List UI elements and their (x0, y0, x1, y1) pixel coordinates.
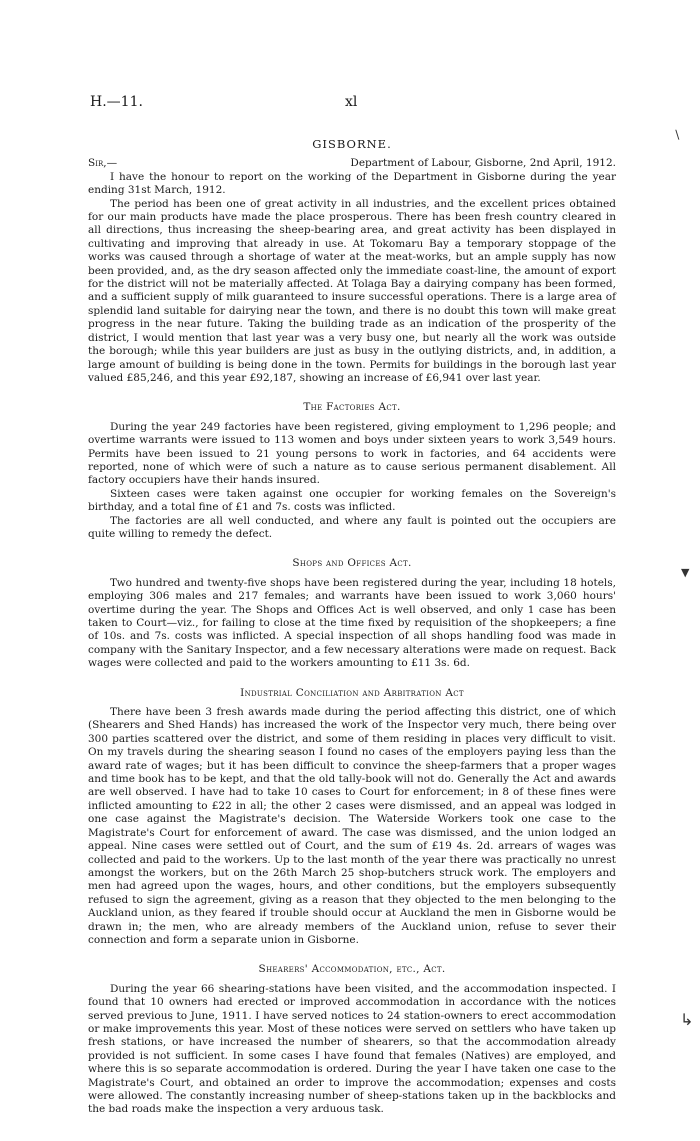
dateline: Department of Labour, Gisborne, 2nd April, 1912. (350, 157, 616, 170)
section-shearers-accommodation-act (88, 963, 616, 1116)
margin-mark-bottom: ↳ (680, 1010, 694, 1029)
letter-opening (88, 157, 616, 170)
section-arbitration-act (88, 687, 616, 948)
margin-mark-top: ∖ (673, 128, 681, 142)
section-paragraph: During the year 66 shearing-stations have been visited, and the accommodation inspected. I found that 10 owners had erected or improved accommodation in accordance with the notices served previous to June, 1911. I have served notices to 24 station-owners to erect accommodation or make improvements this year. Most of these notices were served on settlers who have taken up fresh stations, or have increased the number of shearers, so that the accommodation already provided is not sufficient. In some cases I have found that females (Natives) are employed, and where this is so separate accommodation is ordered. During the year I have taken one case to the Magistrate's Court, and obtained an order to improve the accommodation; expenses and costs were allowed. The constantly increasing number of sheep-stations taken up in the backblocks and the bad roads make the inspection a very arduous task. (88, 982, 616, 1116)
section-heading: Shearers' Accommodation, etc., Act. (258, 963, 446, 976)
prosperity-paragraph: The period has been one of great activity in all industries, and the excellent prices obtained for our main products have made the place prosperous. There has been fresh country cleared in all directions, thus increasing the sheep-bearing area, and great activity has been displayed in cultivating and improving that already in use. At Tokomaru Bay a temporary stoppage of the works was caused through a shortage of water at the meat-works, but an ample supply has now been provided, and, as the dry season affected only the immediate coast-line, the amount of export for the district will not be materially affected. At Tolaga Bay a dairying company has been formed, and a sufficient supply of milk guaranteed to insure successful operations. There is a large area of splendid land suitable for dairying near the town, and there is no doubt this town will make great progress in the near future. Taking the building trade as an indication of the prosperity of the district, I would mention that last year was a very busy one, but nearly all the work was outside the borough; while this year builders are just as busy in the outlying districts, and, in addition, a large amount of building is being done in the town. Permits for buildings in the borough last year valued £85,246, and this year £92,187, showing an increase of £6,941 over last year. (88, 197, 616, 384)
section-paragraph: During the year 249 factories have been registered, giving employment to 1,296 people; and overtime warrants were issued to 113 women and boys under sixteen years to work 3,549 hours. Permits have been issued to 21 young persons to work in factories, and 64 accidents were reported, none of which were of such a nature as to cause serious permanent disablement. All factory occupiers have their hands insured. (88, 420, 616, 487)
page-number: xl (345, 94, 358, 110)
section-factories-act (88, 401, 616, 541)
section-heading: The Factories Act. (303, 401, 401, 414)
salutation: Sir,— (88, 157, 118, 170)
section-heading: Shops and Offices Act. (292, 557, 412, 570)
section-shops-offices-act (88, 557, 616, 670)
section-paragraph: Sixteen cases were taken against one occupier for working females on the Sovereign's birthday, and a total fine of £1 and 7s. costs was inflicted. (88, 487, 616, 514)
document-title: GISBORNE. (312, 137, 392, 151)
margin-mark-middle: ▼ (681, 566, 690, 579)
section-paragraph: The factories are all well conducted, and where any fault is pointed out the occupiers are quite willing to remedy the defect. (88, 514, 616, 540)
report-reference: H.—11. (90, 94, 143, 110)
intro-paragraph: I have the honour to report on the working of the Department in Gisborne during the year ending 31st March, 1912. (88, 170, 616, 197)
document-body (88, 138, 616, 1117)
section-heading: Industrial Conciliation and Arbitration Act (240, 686, 464, 699)
section-paragraph: Two hundred and twenty-five shops have been registered during the year, including 18 hotels, employing 306 males and 217 females; and warrants have been issued to work 3,060 hours' overtime during the year. The Shops and Offices Act is well observed, and only 1 case has been taken to Court—viz., for failing to close at the time fixed by requisition of the shopkeepers; a fine of 10s. and 7s. costs was inflicted. A special inspection of all shops handling food was made in company with the Sanitary Inspector, and a few necessary alterations were made on request. Back wages were collected and paid to the workers amounting to £11 3s. 6d. (88, 576, 616, 670)
section-paragraph: There have been 3 fresh awards made during the period affecting this district, one of which (Shearers and Shed Hands) has increased the work of the Inspector very much, there being over 300 parties scattered over the district, and some of them residing in places very difficult to visit. On my travels during the shearing season I found no cases of the employers paying less than the award rate of wages; but it has been difficult to convince the sheep-farmers that a proper wages and time book has to be kept, and that the old tally-book will not do. Generally the Act and awards are well observed. I have had to take 10 cases to Court for enforcement; in 8 of these fines were inflicted amounting to £22 in all; the other 2 cases were dismissed, and an appeal was lodged in one case against the Magistrate's decision. The Waterside Workers took one case to the Magistrate's Court for enforcement of award. The case was dismissed, and the union lodged an appeal. Nine cases were settled out of Court, and the sum of £19 4s. 2d. arrears of wages was collected and paid to the workers. Up to the last month of the year there was practically no unrest amongst the workers, but on the 26th March 25 shop-butchers struck work. The employers and men had agreed upon the wages, hours, and other conditions, but the employers subsequently refused to sign the agreement, giving as a reason that they objected to the men belonging to the Auckland union, as they feared if trouble should occur at Auckland the men in Gisborne would be drawn in; the men, who are already members of the Auckland union, refuse to sever their connection and form a separate union in Gisborne. (88, 706, 616, 946)
